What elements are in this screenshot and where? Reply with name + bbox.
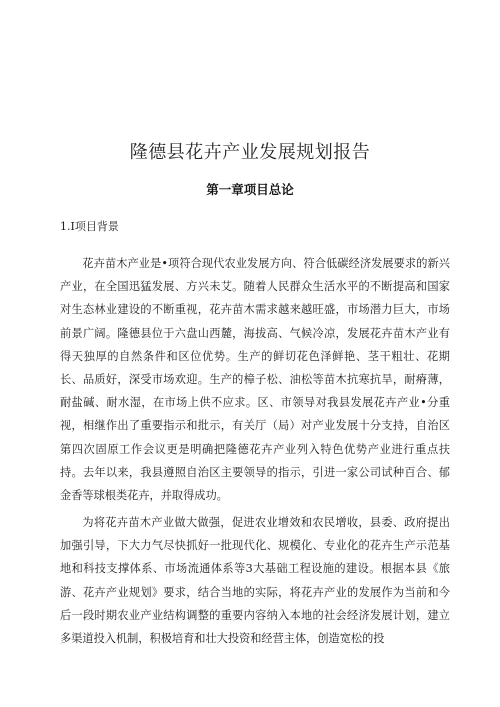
paragraph-background-2: 为将花卉苗木产业做大做强，促进农业增效和农民增收，县委、政府提出加强引导，下大力气尽快抓好一批现代化、规模化、专业化的花卉生产示范基地和科技支撑体系、市场流通体系等3大基础工程设施的建设。根据本县《旅游、花卉产业规划》要求，结合当地的实际，将花卉产业的发展作为当前和今后一段时期农业产业结构调整的重要内容纳入本地的社会经济发展计划，建立多渠道投入机制，积极培育和壮大投资和经营主体，创造宽松的投 bbox=[60, 516, 450, 646]
chapter-title: 第一章项目总论 bbox=[206, 182, 294, 197]
paragraph-background-1: 花卉苗木产业是•项符合现代农业发展方向、符合低碳经济发展要求的新兴产业，在全国迅猛发展、方兴未艾。随着人民群众生活水平的不断提高和国家对生态林业建设的不断重视，花卉苗木需求越来越旺盛，市场潜力巨大，市场前景广阔。隆德县位于六盘山西麓，海拔高、气候冷凉，发展花卉苗木产业有得天独厚的自然条件和区位优势。生产的鲜切花色泽鲜艳、茎干粗壮、花期长、品质好，深受市场欢迎。生产的樟子松、油松等苗木抗寒抗旱，耐瘠薄，耐盐碱、耐水湿，在市场上供不应求。区、市领导对我县发展花卉产业•分重视，相继作出了重要指示和批示，有关厅（局）对产业发展十分支持，自治区第四次固原工作会议更是明确把隆德花卉产业列入特色优势产业进行重点扶持。去年以来，我县遵照自治区主要领导的指示，引进一家公司试种百合、郁金香等球根类花卉，并取得成功。 bbox=[60, 257, 450, 503]
document-title: 隆德县花卉产业发展规划报告 bbox=[129, 142, 371, 163]
section-title: 1.I项目背景 bbox=[60, 220, 119, 233]
